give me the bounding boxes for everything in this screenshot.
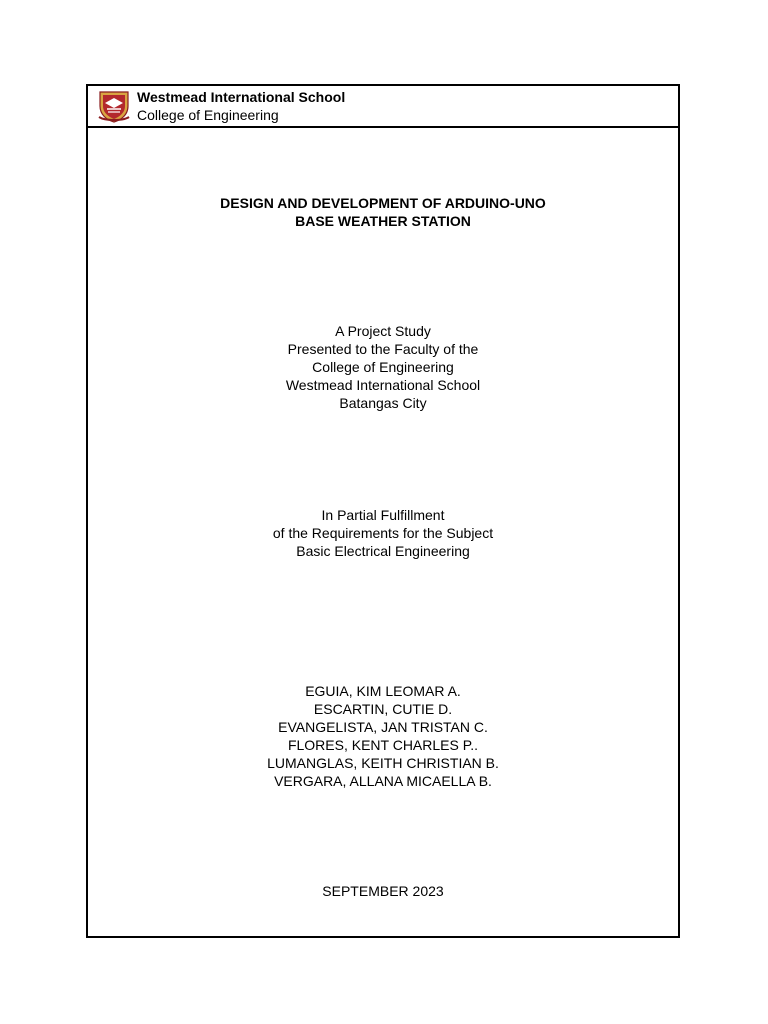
cover-page-frame — [86, 84, 680, 938]
submission-date: SEPTEMBER 2023 — [322, 883, 444, 899]
fulfillment-line: Basic Electrical Engineering — [296, 543, 470, 559]
project-title — [88, 194, 678, 230]
author-name: LUMANGLAS, KEITH CHRISTIAN B. — [267, 755, 499, 771]
author-name: EVANGELISTA, JAN TRISTAN C. — [278, 719, 488, 735]
school-seal-icon — [97, 89, 131, 123]
author-name: FLORES, KENT CHARLES P.. — [287, 737, 479, 753]
school-header — [88, 86, 678, 128]
presentation-line: College of Engineering — [312, 359, 454, 375]
fulfillment-block — [88, 506, 678, 560]
presentation-line: A Project Study — [335, 323, 431, 339]
author-name: ESCARTIN, CUTIE D. — [313, 701, 453, 717]
author-name: VERGARA, ALLANA MICAELLA B. — [274, 773, 492, 789]
authors-list — [88, 682, 678, 790]
college-name: College of Engineering — [137, 107, 279, 123]
title-line: DESIGN AND DEVELOPMENT OF ARDUINO-UNO — [220, 195, 546, 211]
fulfillment-line: of the Requirements for the Subject — [272, 525, 494, 541]
school-name: Westmead International School — [137, 89, 346, 105]
author-name: EGUIA, KIM LEOMAR A. — [305, 683, 461, 699]
presentation-line: Presented to the Faculty of the — [287, 341, 479, 357]
presentation-line: Batangas City — [339, 395, 427, 411]
title-line: BASE WEATHER STATION — [295, 213, 471, 229]
presentation-block — [88, 322, 678, 412]
presentation-line: Westmead International School — [285, 377, 481, 393]
fulfillment-line: In Partial Fulfillment — [321, 507, 445, 523]
